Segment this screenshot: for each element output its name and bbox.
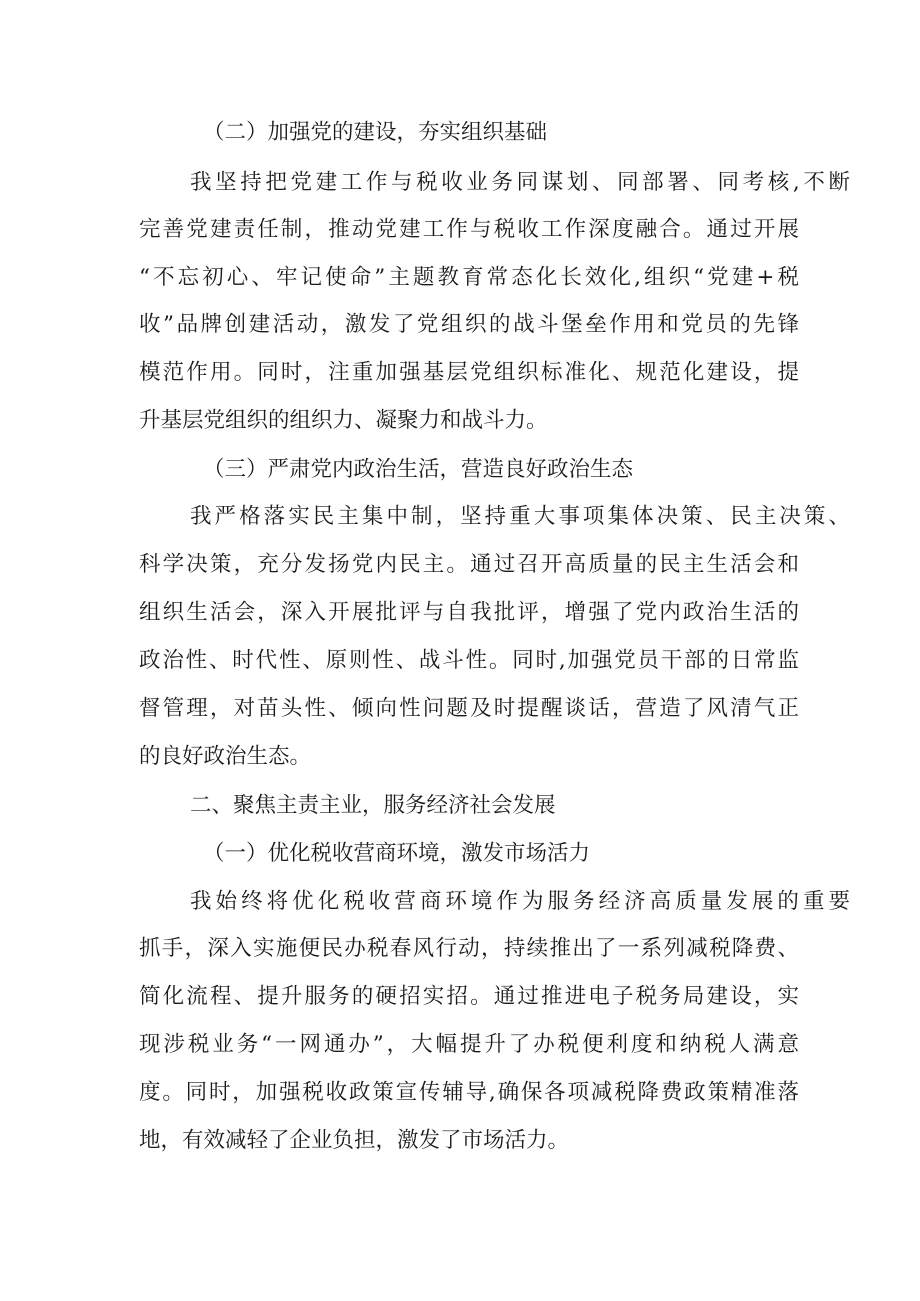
paragraph-line: 现涉税业务“一网通办”，大幅提升了办税便利度和纳税人满意 — [139, 1032, 799, 1057]
paragraph-line: 我严格落实民主集中制，坚持重大事项集体决策、民主决策、 — [190, 504, 850, 529]
paragraph-line: 度。同时，加强税收政策宣传辅导,确保各项减税降费政策精准落 — [139, 1080, 799, 1105]
paragraph-line: 收”品牌创建活动，激发了党组织的战斗堡垒作用和党员的先锋 — [139, 312, 799, 337]
paragraph-line: “不忘初心、牢记使命”主题教育常态化长效化,组织“党建+税 — [139, 265, 799, 290]
paragraph-line: 抓手，深入实施便民办税春风行动，持续推出了一系列减税降费、 — [139, 936, 799, 961]
section-heading-1: （一）优化税收营商环境，激发市场活力 — [203, 841, 591, 866]
paragraph-line: 我坚持把党建工作与税收业务同谋划、同部署、同考核,不断 — [190, 170, 850, 195]
paragraph-line: 完善党建责任制，推动党建工作与税收工作深度融合。通过开展 — [139, 217, 799, 242]
paragraph-line: 科学决策，充分发扬党内民主。通过召开高质量的民主生活会和 — [139, 552, 799, 577]
paragraph-line: 我始终将优化税收营商环境作为服务经济高质量发展的重要 — [190, 889, 850, 914]
section-heading-2: （二）加强党的建设，夯实组织基础 — [203, 120, 548, 145]
paragraph-line: 政治性、时代性、原则性、战斗性。同时,加强党员干部的日常监 — [139, 648, 799, 673]
paragraph-line: 升基层党组织的组织力、凝聚力和战斗力。 — [139, 408, 548, 433]
paragraph-line: 简化流程、提升服务的硬招实招。通过推进电子税务局建设，实 — [139, 984, 799, 1009]
section-heading-3: （三）严肃党内政治生活，营造良好政治生态 — [203, 457, 634, 482]
chapter-heading: 二、聚焦主责主业，服务经济社会发展 — [190, 793, 556, 818]
paragraph-line: 的良好政治生态。 — [139, 744, 312, 769]
paragraph-line: 地，有效减轻了企业负担，激发了市场活力。 — [139, 1128, 570, 1153]
paragraph-line: 督管理，对苗头性、倾向性问题及时提醒谈话，营造了风清气正 — [139, 696, 799, 721]
paragraph-line: 组织生活会，深入开展批评与自我批评，增强了党内政治生活的 — [139, 600, 799, 625]
paragraph-line: 模范作用。同时，注重加强基层党组织标准化、规范化建设，提 — [139, 360, 799, 385]
